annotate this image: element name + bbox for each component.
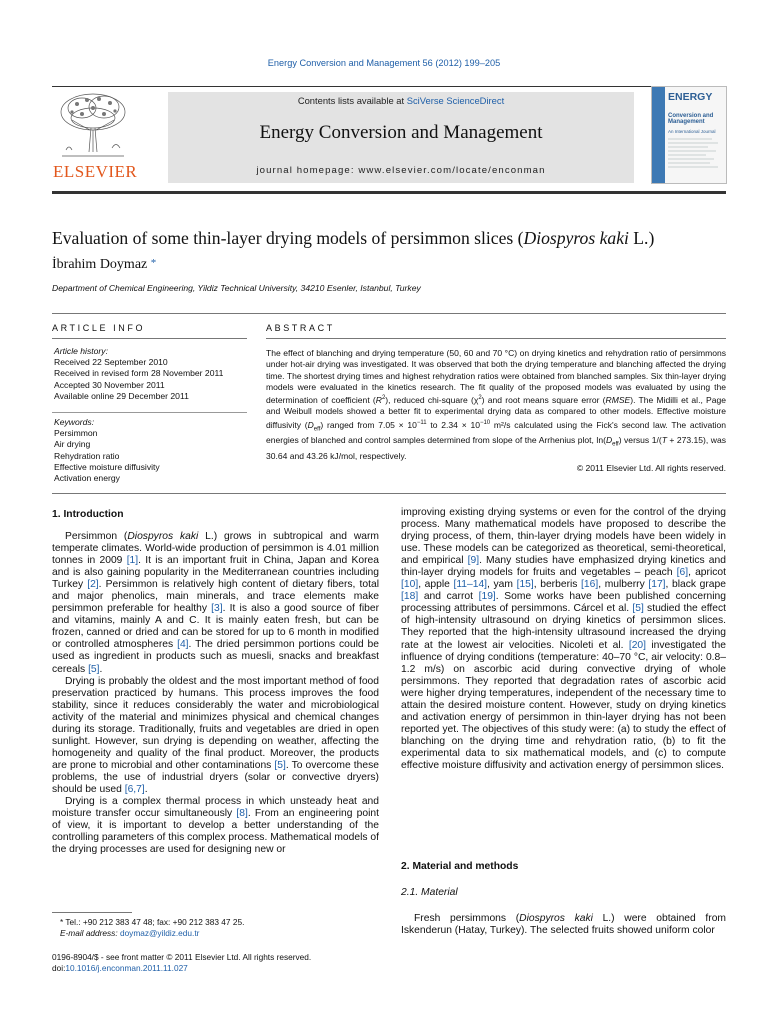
abstract-divider (52, 493, 726, 494)
footnote-block (60, 917, 244, 938)
publication-info (52, 952, 311, 973)
article-info-heading: ARTICLE INFO (52, 323, 146, 333)
keywords-block (54, 417, 160, 484)
keyword-item: Effective moisture diffusivity (54, 461, 160, 472)
journal-cover-thumbnail (651, 86, 727, 184)
header-bottom-rule (52, 191, 726, 194)
title-main: Evaluation of some thin-layer drying models of persimmon slices ( (52, 228, 524, 248)
footnote-rule (52, 912, 132, 913)
keywords-rule (52, 412, 247, 413)
keywords-label: Keywords: (54, 417, 95, 427)
history-accepted: Accepted 30 November 2011 (54, 379, 165, 390)
author-name: İbrahim Doymaz (52, 257, 148, 272)
doi-link[interactable]: 10.1016/j.enconman.2011.11.027 (65, 962, 188, 973)
subsection-material-heading: 2.1. Material (401, 887, 458, 898)
doi-label: doi: (52, 962, 66, 973)
abstract-rule (266, 338, 726, 339)
cover-color-strip (652, 87, 665, 183)
left-column-body: Persimmon (Diospyros kaki L.) grows in subtropical and warm temperate climates. World-wide production of persimmon is 4.01 million tonnes in 2009 [1]. It is an important fruit in China, Japan and Korea and is also gaining popularity in the Mediterranean countries including Turkey [2]. Persimmon is relatively high content of dietary fibers, total and major phenolics, main minerals, and trace elements make persimmon preferable for healthy [3]. It is also a good source of fiber and vitamins, mainly A and C. It is mainly eaten fresh, but can be frozen, canned or dried and can be stored for up to 6 month in modified or controlled atmospheres [4]. The dried persimmon portions could be used as ingredient in products such as muesli, snacks and breakfast cereals [5]. Drying is probably the oldest and the most important method of food preservation practiced by humans. This process improves the food stability, since it reduces considerably the water and microbiological activity of the material and minimizes physical and chemical changes during its storage. Traditionally, fruits and vegetables are dried in open sunlight. However, sun drying is depending on weather, affecting the homogeneity and quality of the final product. Moreover, the products are prone to microbial and other contaminations [5]. To overcome these problems, the use of industrial dryers (solar or convective dryers) should be used [6,7]. Drying is a complex thermal process in which unsteady heat and moisture transfer occur simultaneously [8]. From an engineering point of view, it is important to develop a better understanding of the controlling parameters of this complex process. Mathematical models of the drying processes are used for designing new or (52, 531, 380, 856)
history-online: Available online 29 December 2011 (54, 390, 189, 401)
sciencedirect-link[interactable]: SciVerse ScienceDirect (406, 95, 505, 106)
contents-prefix: Contents lists available at (297, 95, 407, 106)
title-divider (52, 313, 726, 314)
title-end: L.) (628, 228, 655, 248)
keyword-item: Rehydration ratio (54, 450, 120, 461)
keyword-item: Air drying (54, 439, 91, 450)
footnote-contact: * Tel.: +90 212 383 47 48; fax: +90 212 383 47 25. (60, 917, 245, 927)
history-received: Received 22 September 2010 (54, 357, 168, 368)
keyword-item: Persimmon (54, 428, 98, 439)
journal-homepage[interactable]: journal homepage: www.elsevier.com/locate/enconman (256, 165, 546, 176)
right-column-body: improving existing drying systems or even for the control of the drying process. Many mathematical models have proposed to describe the drying process, of them, thin-layer drying models have been widely in use. These models can be categorized as theoretical, semi-theoretical, and empirical [9]. Many studies have emphasized drying kinetics and thin-layer drying models for fruits and vegetables – peach [6], apricot [10], apple [11–14], yam [15], berberis [16], mulberry [17], black grape [18] and carrot [19]. Some works have been published concerning processing attributes of persimmons. Cárcel et al. [5] studied the effect of high-intensity ultrasound on drying kinetics of persimmon slices. They reported that the high-intensity ultrasound increased the drying rate at the lowest air velocities. Nicoleti et al. [20] investigated the influence of drying conditions (temperature: 40–70 °C, air velocity: 0.8–1.2 m/s) on ascorbic acid during convective drying of whole persimmons. They reported that degradation rates of ascorbic acid were higher drying temperatures, independent of the necessary time to attain the desired moisture content. However, study on drying kinetics and activation energy of persimmon in thin-layer drying has not been reported yet. The objectives of this study were: (a) to study the effect of blanching on the drying time and rehydration ratio, (b) to fit the experimental data to six mathematical models, and (c) to compute effective moisture diffusivity and activation energy of persimmon slices. (401, 507, 726, 771)
title-species: Diospyros kaki (523, 228, 629, 248)
author-affiliation: Department of Chemical Engineering, Yildiz Technical University, 34210 Esenler, Istanbul, Turkey (52, 283, 421, 293)
elsevier-wordmark: ELSEVIER (53, 162, 138, 181)
journal-title: Energy Conversion and Management (259, 122, 543, 143)
issn-line: 0196-8904/$ - see front matter © 2011 Elsevier Ltd. All rights reserved. (52, 952, 312, 962)
keyword-item: Activation energy (54, 473, 120, 484)
email-label: E-mail address: (60, 927, 120, 938)
article-history (54, 346, 223, 402)
section-methods-heading: 2. Material and methods (401, 861, 519, 872)
article-title (52, 228, 742, 249)
journal-citation[interactable]: Energy Conversion and Management 56 (2012) 199–205 (267, 58, 501, 68)
abstract-heading: ABSTRACT (266, 323, 335, 333)
article-info-rule (52, 338, 247, 339)
abstract-body: The effect of blanching and drying temperature (50, 60 and 70 °C) on drying kinetics and rehydration ratio of persimmons under hot-air drying was investigated. It was observed that both the drying temperature and blanching affected the drying time. The shortest drying times and highest rehydration ratios were obtained from blanched samples. Six thin-layer drying models were evaluated in the kinetics research. The fit quality of the proposed models was evaluated by using the determination of coefficient $(R^2)$, reduced chi-square $(\chi^2)$ and root means square error (RMSE). The Midilli et al., Page and Weibull models showed a better fit to experimental drying data as compared to other models. Effective moisture diffusivity $(D_{eff})$ ranged from $7.05 \times 10^{-11}$ to $2.34 \times 10^{-10}$ m²/s calculated using the Fick's second law. The activation energies of blanched and control samples determined from slope of the Arrhenius plot, $\ln(D_{eff})$ versus 1/(T + 273.15), was 30.64 and 43.26 kJ/mol, respectively. © 2011 Elsevier Ltd. All rights reserved. (266, 348, 727, 473)
journal-banner (168, 92, 634, 183)
history-revised: Received in revised form 28 November 2011 (54, 368, 224, 379)
history-label: Article history: (54, 346, 108, 356)
cover-contents-lines (668, 137, 722, 177)
material-paragraph: Fresh persimmons (Diospyros kaki L.) were obtained from Iskenderun (Hatay, Turkey). The selected fruits showed uniform color (401, 913, 727, 937)
author-footnote-mark[interactable]: * (150, 257, 157, 269)
elsevier-tree-logo (52, 90, 134, 162)
cover-subtitle: Conversion and Management (668, 113, 714, 126)
abstract-copyright: © 2011 Elsevier Ltd. All rights reserved. (576, 462, 726, 473)
section-introduction-heading: 1. Introduction (52, 509, 124, 520)
cover-title: ENERGY (668, 91, 713, 103)
header-top-rule (52, 86, 726, 87)
cover-tagline: An International Journal (668, 129, 716, 134)
contents-line (168, 95, 634, 106)
author-email-link[interactable]: doymaz@yildiz.edu.tr (119, 927, 200, 938)
author-line (52, 257, 156, 273)
